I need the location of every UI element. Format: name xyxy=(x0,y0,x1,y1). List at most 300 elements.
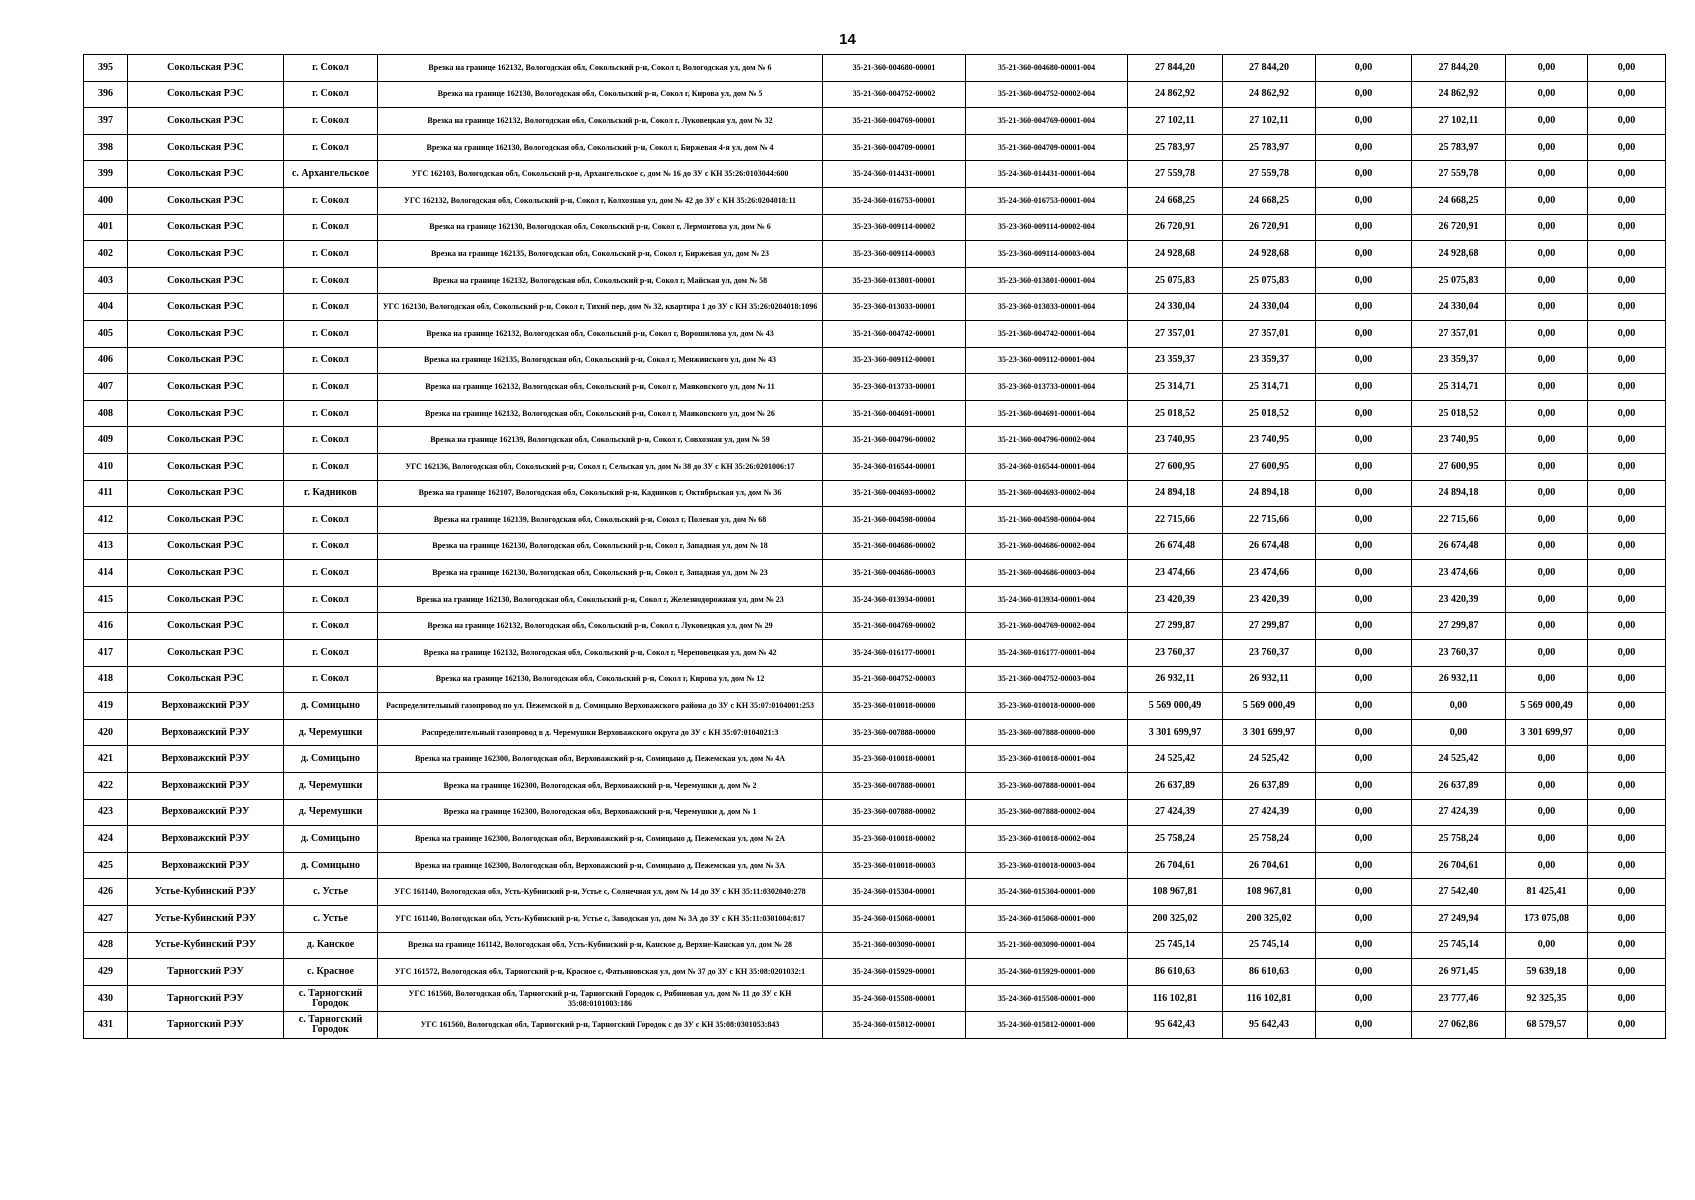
value-6-cell: 0,00 xyxy=(1588,187,1666,214)
total-value-cell: 25 783,97 xyxy=(1128,134,1223,161)
value-2-cell: 27 102,11 xyxy=(1223,108,1316,135)
object-code-cell: 35-24-360-015068-00001 xyxy=(823,906,966,933)
value-5-cell: 0,00 xyxy=(1506,427,1588,454)
value-2-cell: 26 637,89 xyxy=(1223,773,1316,800)
object-description-cell: Врезка на границе 162139, Вологодская обл, Сокольский р-н, Сокол г, Совхозная ул, дом № 59 xyxy=(378,427,823,454)
value-3-cell: 0,00 xyxy=(1316,81,1412,108)
organization-cell: Сокольская РЭС xyxy=(128,294,284,321)
table-row xyxy=(84,613,1666,640)
registry-table xyxy=(83,54,1666,1039)
table-row xyxy=(84,985,1666,1012)
object-description-cell: Врезка на границе 162130, Вологодская обл, Сокольский р-н, Сокол г, Западная ул, дом № 23 xyxy=(378,560,823,587)
value-6-cell: 0,00 xyxy=(1588,932,1666,959)
value-2-cell: 23 740,95 xyxy=(1223,427,1316,454)
value-2-cell: 25 075,83 xyxy=(1223,267,1316,294)
value-3-cell: 0,00 xyxy=(1316,533,1412,560)
total-value-cell: 25 018,52 xyxy=(1128,400,1223,427)
value-6-cell: 0,00 xyxy=(1588,320,1666,347)
value-5-cell: 0,00 xyxy=(1506,613,1588,640)
object-description-cell: Врезка на границе 162132, Вологодская обл, Сокольский р-н, Сокол г, Череповецкая ул, дом № 42 xyxy=(378,640,823,667)
value-6-cell: 0,00 xyxy=(1588,453,1666,480)
locality-cell: г. Сокол xyxy=(284,108,378,135)
table-row xyxy=(84,294,1666,321)
object-description-cell: УГС 162130, Вологодская обл, Сокольский р-н, Сокол г, Тихий пер, дом № 32, квартира 1 до ЗУ с КН 35:26:0204018:1096 xyxy=(378,294,823,321)
value-6-cell: 0,00 xyxy=(1588,666,1666,693)
value-6-cell: 0,00 xyxy=(1588,719,1666,746)
value-4-cell: 27 600,95 xyxy=(1412,453,1506,480)
row-number-cell: 401 xyxy=(84,214,128,241)
total-value-cell: 24 525,42 xyxy=(1128,746,1223,773)
organization-cell: Тарногский РЭУ xyxy=(128,985,284,1012)
organization-cell: Сокольская РЭС xyxy=(128,214,284,241)
locality-cell: г. Сокол xyxy=(284,134,378,161)
object-description-cell: Врезка на границе 162130, Вологодская обл, Сокольский р-н, Сокол г, Западная ул, дом № 18 xyxy=(378,533,823,560)
table-body xyxy=(84,55,1666,1039)
locality-cell: д. Черемушки xyxy=(284,799,378,826)
locality-cell: г. Сокол xyxy=(284,241,378,268)
object-id-cell: 35-21-360-004680-00001-004 xyxy=(966,55,1128,82)
value-3-cell: 0,00 xyxy=(1316,640,1412,667)
table-row xyxy=(84,906,1666,933)
value-3-cell: 0,00 xyxy=(1316,320,1412,347)
value-2-cell: 24 928,68 xyxy=(1223,241,1316,268)
value-5-cell: 0,00 xyxy=(1506,55,1588,82)
table-row xyxy=(84,799,1666,826)
locality-cell: г. Сокол xyxy=(284,507,378,534)
value-5-cell: 0,00 xyxy=(1506,374,1588,401)
organization-cell: Тарногский РЭУ xyxy=(128,1012,284,1039)
value-4-cell: 27 424,39 xyxy=(1412,799,1506,826)
value-2-cell: 25 314,71 xyxy=(1223,374,1316,401)
object-code-cell: 35-24-360-013934-00001 xyxy=(823,586,966,613)
table-row xyxy=(84,666,1666,693)
object-code-cell: 35-21-360-004752-00003 xyxy=(823,666,966,693)
value-5-cell: 0,00 xyxy=(1506,932,1588,959)
table-row xyxy=(84,719,1666,746)
value-3-cell: 0,00 xyxy=(1316,55,1412,82)
total-value-cell: 26 674,48 xyxy=(1128,533,1223,560)
table-row xyxy=(84,746,1666,773)
value-3-cell: 0,00 xyxy=(1316,187,1412,214)
object-id-cell: 35-21-360-004769-00001-004 xyxy=(966,108,1128,135)
object-code-cell: 35-21-360-003090-00001 xyxy=(823,932,966,959)
value-5-cell: 81 425,41 xyxy=(1506,879,1588,906)
object-id-cell: 35-23-360-007888-00002-004 xyxy=(966,799,1128,826)
value-3-cell: 0,00 xyxy=(1316,852,1412,879)
value-2-cell: 25 018,52 xyxy=(1223,400,1316,427)
object-code-cell: 35-21-360-004742-00001 xyxy=(823,320,966,347)
value-6-cell: 0,00 xyxy=(1588,427,1666,454)
value-5-cell: 173 075,08 xyxy=(1506,906,1588,933)
total-value-cell: 27 102,11 xyxy=(1128,108,1223,135)
organization-cell: Сокольская РЭС xyxy=(128,640,284,667)
value-4-cell: 27 357,01 xyxy=(1412,320,1506,347)
row-number-cell: 417 xyxy=(84,640,128,667)
total-value-cell: 108 967,81 xyxy=(1128,879,1223,906)
value-6-cell: 0,00 xyxy=(1588,81,1666,108)
row-number-cell: 405 xyxy=(84,320,128,347)
object-id-cell: 35-23-360-007888-00000-000 xyxy=(966,719,1128,746)
object-description-cell: УГС 161572, Вологодская обл, Тарногский р-н, Красное с, Фатьяновская ул, дом № 37 до ЗУ с КН 35:08:0201032:1 xyxy=(378,959,823,986)
object-description-cell: Врезка на границе 162135, Вологодская обл, Сокольский р-н, Сокол г, Менжинского ул, дом № 43 xyxy=(378,347,823,374)
value-2-cell: 25 758,24 xyxy=(1223,826,1316,853)
object-id-cell: 35-21-360-004598-00004-004 xyxy=(966,507,1128,534)
value-6-cell: 0,00 xyxy=(1588,613,1666,640)
locality-cell: г. Сокол xyxy=(284,347,378,374)
object-description-cell: Врезка на границе 162107, Вологодская обл, Сокольский р-н, Кадников г, Октябрьская ул, дом № 36 xyxy=(378,480,823,507)
locality-cell: с. Тарногский Городок xyxy=(284,1012,378,1039)
organization-cell: Сокольская РЭС xyxy=(128,108,284,135)
object-code-cell: 35-23-360-007888-00002 xyxy=(823,799,966,826)
total-value-cell: 27 844,20 xyxy=(1128,55,1223,82)
total-value-cell: 25 758,24 xyxy=(1128,826,1223,853)
value-5-cell: 0,00 xyxy=(1506,134,1588,161)
object-id-cell: 35-23-360-010018-00001-004 xyxy=(966,746,1128,773)
object-description-cell: Врезка на границе 162130, Вологодская обл, Сокольский р-н, Сокол г, Кирова ул, дом № 12 xyxy=(378,666,823,693)
total-value-cell: 25 075,83 xyxy=(1128,267,1223,294)
object-id-cell: 35-24-360-015068-00001-000 xyxy=(966,906,1128,933)
object-code-cell: 35-23-360-010018-00001 xyxy=(823,746,966,773)
value-6-cell: 0,00 xyxy=(1588,267,1666,294)
total-value-cell: 25 745,14 xyxy=(1128,932,1223,959)
value-3-cell: 0,00 xyxy=(1316,773,1412,800)
value-5-cell: 0,00 xyxy=(1506,81,1588,108)
object-description-cell: Врезка на границе 161142, Вологодская обл, Усть-Кубинский р-н, Канское д, Верхне-Канская ул, дом № 28 xyxy=(378,932,823,959)
value-5-cell: 0,00 xyxy=(1506,799,1588,826)
table-row xyxy=(84,241,1666,268)
value-5-cell: 0,00 xyxy=(1506,267,1588,294)
value-6-cell: 0,00 xyxy=(1588,55,1666,82)
total-value-cell: 26 932,11 xyxy=(1128,666,1223,693)
object-id-cell: 35-24-360-015304-00001-000 xyxy=(966,879,1128,906)
total-value-cell: 23 474,66 xyxy=(1128,560,1223,587)
value-6-cell: 0,00 xyxy=(1588,693,1666,720)
row-number-cell: 403 xyxy=(84,267,128,294)
object-code-cell: 35-23-360-009112-00001 xyxy=(823,347,966,374)
object-code-cell: 35-21-360-004691-00001 xyxy=(823,400,966,427)
object-id-cell: 35-24-360-015812-00001-000 xyxy=(966,1012,1128,1039)
organization-cell: Сокольская РЭС xyxy=(128,560,284,587)
object-description-cell: Врезка на границе 162300, Вологодская обл, Верховажский р-н, Сомицыно д, Пежемская ул, дом № 3А xyxy=(378,852,823,879)
organization-cell: Верховажский РЭУ xyxy=(128,719,284,746)
value-4-cell: 26 674,48 xyxy=(1412,533,1506,560)
object-id-cell: 35-23-360-010018-00003-004 xyxy=(966,852,1128,879)
value-3-cell: 0,00 xyxy=(1316,347,1412,374)
value-3-cell: 0,00 xyxy=(1316,693,1412,720)
row-number-cell: 395 xyxy=(84,55,128,82)
value-2-cell: 24 668,25 xyxy=(1223,187,1316,214)
value-4-cell: 27 062,86 xyxy=(1412,1012,1506,1039)
value-5-cell: 3 301 699,97 xyxy=(1506,719,1588,746)
total-value-cell: 23 760,37 xyxy=(1128,640,1223,667)
object-code-cell: 35-24-360-015304-00001 xyxy=(823,879,966,906)
total-value-cell: 26 637,89 xyxy=(1128,773,1223,800)
total-value-cell: 3 301 699,97 xyxy=(1128,719,1223,746)
value-2-cell: 24 862,92 xyxy=(1223,81,1316,108)
locality-cell: г. Сокол xyxy=(284,81,378,108)
value-5-cell: 0,00 xyxy=(1506,640,1588,667)
total-value-cell: 23 740,95 xyxy=(1128,427,1223,454)
object-description-cell: УГС 161140, Вологодская обл, Усть-Кубинский р-н, Устье с, Заводская ул, дом № 3А до ЗУ с КН 35:11:0301004:817 xyxy=(378,906,823,933)
value-2-cell: 27 844,20 xyxy=(1223,55,1316,82)
object-code-cell: 35-23-360-013733-00001 xyxy=(823,374,966,401)
total-value-cell: 26 720,91 xyxy=(1128,214,1223,241)
object-description-cell: Врезка на границе 162130, Вологодская обл, Сокольский р-н, Сокол г, Биржевая 4-я ул, дом № 4 xyxy=(378,134,823,161)
object-id-cell: 35-21-360-003090-00001-004 xyxy=(966,932,1128,959)
value-3-cell: 0,00 xyxy=(1316,586,1412,613)
object-description-cell: УГС 162132, Вологодская обл, Сокольский р-н, Сокол г, Колхозная ул, дом № 42 до ЗУ с КН 35:26:0204018:11 xyxy=(378,187,823,214)
organization-cell: Сокольская РЭС xyxy=(128,374,284,401)
value-6-cell: 0,00 xyxy=(1588,347,1666,374)
object-id-cell: 35-24-360-014431-00001-004 xyxy=(966,161,1128,188)
table-row xyxy=(84,214,1666,241)
row-number-cell: 425 xyxy=(84,852,128,879)
value-5-cell: 0,00 xyxy=(1506,773,1588,800)
value-4-cell: 27 249,94 xyxy=(1412,906,1506,933)
organization-cell: Сокольская РЭС xyxy=(128,320,284,347)
object-id-cell: 35-24-360-016177-00001-004 xyxy=(966,640,1128,667)
value-4-cell: 23 777,46 xyxy=(1412,985,1506,1012)
value-3-cell: 0,00 xyxy=(1316,161,1412,188)
row-number-cell: 412 xyxy=(84,507,128,534)
locality-cell: с. Тарногский Городок xyxy=(284,985,378,1012)
value-4-cell: 24 928,68 xyxy=(1412,241,1506,268)
organization-cell: Верховажский РЭУ xyxy=(128,773,284,800)
object-description-cell: Врезка на границе 162300, Вологодская обл, Верховажский р-н, Черемушки д, дом № 1 xyxy=(378,799,823,826)
table-row xyxy=(84,533,1666,560)
value-4-cell: 23 359,37 xyxy=(1412,347,1506,374)
object-id-cell: 35-23-360-010018-00002-004 xyxy=(966,826,1128,853)
table-row xyxy=(84,187,1666,214)
row-number-cell: 429 xyxy=(84,959,128,986)
value-2-cell: 24 525,42 xyxy=(1223,746,1316,773)
organization-cell: Верховажский РЭУ xyxy=(128,799,284,826)
value-3-cell: 0,00 xyxy=(1316,1012,1412,1039)
table-row xyxy=(84,161,1666,188)
value-6-cell: 0,00 xyxy=(1588,746,1666,773)
object-code-cell: 35-21-360-004796-00002 xyxy=(823,427,966,454)
table-row xyxy=(84,640,1666,667)
object-id-cell: 35-24-360-016544-00001-004 xyxy=(966,453,1128,480)
value-6-cell: 0,00 xyxy=(1588,799,1666,826)
value-6-cell: 0,00 xyxy=(1588,214,1666,241)
object-id-cell: 35-21-360-004752-00002-004 xyxy=(966,81,1128,108)
table-row xyxy=(84,320,1666,347)
object-code-cell: 35-21-360-004686-00002 xyxy=(823,533,966,560)
object-description-cell: УГС 162103, Вологодская обл, Сокольский р-н, Архангельское с, дом № 16 до ЗУ с КН 35:26:0103044:600 xyxy=(378,161,823,188)
total-value-cell: 116 102,81 xyxy=(1128,985,1223,1012)
value-5-cell: 0,00 xyxy=(1506,746,1588,773)
table-row xyxy=(84,480,1666,507)
value-6-cell: 0,00 xyxy=(1588,560,1666,587)
value-5-cell: 0,00 xyxy=(1506,507,1588,534)
object-description-cell: Врезка на границе 162132, Вологодская обл, Сокольский р-н, Сокол г, Маяковского ул, дом № 26 xyxy=(378,400,823,427)
value-6-cell: 0,00 xyxy=(1588,959,1666,986)
value-5-cell: 0,00 xyxy=(1506,533,1588,560)
value-2-cell: 23 760,37 xyxy=(1223,640,1316,667)
object-description-cell: Врезка на границе 162130, Вологодская обл, Сокольский р-н, Сокол г, Кирова ул, дом № 5 xyxy=(378,81,823,108)
organization-cell: Сокольская РЭС xyxy=(128,400,284,427)
object-id-cell: 35-21-360-004686-00003-004 xyxy=(966,560,1128,587)
total-value-cell: 22 715,66 xyxy=(1128,507,1223,534)
object-description-cell: Врезка на границе 162300, Вологодская обл, Верховажский р-н, Сомицыно д, Пежемская ул, дом № 2А xyxy=(378,826,823,853)
locality-cell: с. Устье xyxy=(284,906,378,933)
locality-cell: г. Сокол xyxy=(284,613,378,640)
organization-cell: Сокольская РЭС xyxy=(128,586,284,613)
value-4-cell: 23 740,95 xyxy=(1412,427,1506,454)
row-number-cell: 427 xyxy=(84,906,128,933)
table-row xyxy=(84,55,1666,82)
table-row xyxy=(84,453,1666,480)
object-id-cell: 35-21-360-004769-00002-004 xyxy=(966,613,1128,640)
object-id-cell: 35-23-360-009112-00001-004 xyxy=(966,347,1128,374)
value-4-cell: 0,00 xyxy=(1412,693,1506,720)
row-number-cell: 419 xyxy=(84,693,128,720)
locality-cell: г. Сокол xyxy=(284,374,378,401)
value-5-cell: 0,00 xyxy=(1506,560,1588,587)
locality-cell: г. Сокол xyxy=(284,267,378,294)
total-value-cell: 25 314,71 xyxy=(1128,374,1223,401)
value-5-cell: 0,00 xyxy=(1506,214,1588,241)
locality-cell: г. Сокол xyxy=(284,400,378,427)
row-number-cell: 413 xyxy=(84,533,128,560)
table-row xyxy=(84,852,1666,879)
row-number-cell: 424 xyxy=(84,826,128,853)
row-number-cell: 408 xyxy=(84,400,128,427)
object-description-cell: Врезка на границе 162132, Вологодская обл, Сокольский р-н, Сокол г, Луковецкая ул, дом № 32 xyxy=(378,108,823,135)
value-3-cell: 0,00 xyxy=(1316,241,1412,268)
table-row xyxy=(84,693,1666,720)
total-value-cell: 200 325,02 xyxy=(1128,906,1223,933)
table-row xyxy=(84,400,1666,427)
object-code-cell: 35-23-360-013033-00001 xyxy=(823,294,966,321)
object-id-cell: 35-23-360-013733-00001-004 xyxy=(966,374,1128,401)
object-description-cell: Врезка на границе 162130, Вологодская обл, Сокольский р-н, Сокол г, Лермонтова ул, дом № 6 xyxy=(378,214,823,241)
object-description-cell: УГС 161140, Вологодская обл, Усть-Кубинский р-н, Устье с, Солнечная ул, дом № 14 до ЗУ с КН 35:11:0302040:278 xyxy=(378,879,823,906)
object-code-cell: 35-21-360-004709-00001 xyxy=(823,134,966,161)
value-3-cell: 0,00 xyxy=(1316,906,1412,933)
object-code-cell: 35-24-360-016753-00001 xyxy=(823,187,966,214)
locality-cell: г. Сокол xyxy=(284,586,378,613)
organization-cell: Верховажский РЭУ xyxy=(128,826,284,853)
value-2-cell: 23 420,39 xyxy=(1223,586,1316,613)
value-2-cell: 24 894,18 xyxy=(1223,480,1316,507)
object-description-cell: Врезка на границе 162139, Вологодская обл, Сокольский р-н, Сокол г, Полевая ул, дом № 68 xyxy=(378,507,823,534)
value-3-cell: 0,00 xyxy=(1316,480,1412,507)
value-2-cell: 200 325,02 xyxy=(1223,906,1316,933)
object-id-cell: 35-21-360-004796-00002-004 xyxy=(966,427,1128,454)
total-value-cell: 24 330,04 xyxy=(1128,294,1223,321)
object-code-cell: 35-21-360-004769-00001 xyxy=(823,108,966,135)
value-4-cell: 25 745,14 xyxy=(1412,932,1506,959)
object-id-cell: 35-24-360-013934-00001-004 xyxy=(966,586,1128,613)
value-3-cell: 0,00 xyxy=(1316,719,1412,746)
locality-cell: д. Сомицыно xyxy=(284,852,378,879)
organization-cell: Верховажский РЭУ xyxy=(128,852,284,879)
table-row xyxy=(84,773,1666,800)
organization-cell: Верховажский РЭУ xyxy=(128,746,284,773)
value-3-cell: 0,00 xyxy=(1316,400,1412,427)
table-row xyxy=(84,134,1666,161)
row-number-cell: 420 xyxy=(84,719,128,746)
value-3-cell: 0,00 xyxy=(1316,932,1412,959)
value-6-cell: 0,00 xyxy=(1588,906,1666,933)
value-5-cell: 0,00 xyxy=(1506,480,1588,507)
value-3-cell: 0,00 xyxy=(1316,507,1412,534)
value-6-cell: 0,00 xyxy=(1588,400,1666,427)
value-2-cell: 25 783,97 xyxy=(1223,134,1316,161)
value-2-cell: 27 559,78 xyxy=(1223,161,1316,188)
value-6-cell: 0,00 xyxy=(1588,374,1666,401)
locality-cell: г. Сокол xyxy=(284,55,378,82)
value-4-cell: 25 018,52 xyxy=(1412,400,1506,427)
value-5-cell: 5 569 000,49 xyxy=(1506,693,1588,720)
value-5-cell: 0,00 xyxy=(1506,108,1588,135)
row-number-cell: 398 xyxy=(84,134,128,161)
object-code-cell: 35-24-360-015812-00001 xyxy=(823,1012,966,1039)
organization-cell: Устье-Кубинский РЭУ xyxy=(128,932,284,959)
value-4-cell: 27 299,87 xyxy=(1412,613,1506,640)
value-3-cell: 0,00 xyxy=(1316,666,1412,693)
object-id-cell: 35-21-360-004691-00001-004 xyxy=(966,400,1128,427)
total-value-cell: 27 299,87 xyxy=(1128,613,1223,640)
row-number-cell: 430 xyxy=(84,985,128,1012)
value-4-cell: 24 525,42 xyxy=(1412,746,1506,773)
value-4-cell: 24 668,25 xyxy=(1412,187,1506,214)
table-row xyxy=(84,932,1666,959)
value-5-cell: 0,00 xyxy=(1506,294,1588,321)
organization-cell: Сокольская РЭС xyxy=(128,241,284,268)
value-5-cell: 0,00 xyxy=(1506,400,1588,427)
locality-cell: г. Сокол xyxy=(284,533,378,560)
value-3-cell: 0,00 xyxy=(1316,826,1412,853)
value-3-cell: 0,00 xyxy=(1316,799,1412,826)
row-number-cell: 423 xyxy=(84,799,128,826)
value-3-cell: 0,00 xyxy=(1316,267,1412,294)
object-description-cell: Врезка на границе 162300, Вологодская обл, Верховажский р-н, Сомицыно д, Пежемская ул, дом № 4А xyxy=(378,746,823,773)
object-code-cell: 35-23-360-010018-00000 xyxy=(823,693,966,720)
value-3-cell: 0,00 xyxy=(1316,108,1412,135)
value-4-cell: 27 559,78 xyxy=(1412,161,1506,188)
row-number-cell: 415 xyxy=(84,586,128,613)
organization-cell: Устье-Кубинский РЭУ xyxy=(128,879,284,906)
value-5-cell: 0,00 xyxy=(1506,347,1588,374)
object-code-cell: 35-23-360-010018-00002 xyxy=(823,826,966,853)
value-6-cell: 0,00 xyxy=(1588,640,1666,667)
value-6-cell: 0,00 xyxy=(1588,773,1666,800)
object-code-cell: 35-23-360-009114-00003 xyxy=(823,241,966,268)
value-3-cell: 0,00 xyxy=(1316,453,1412,480)
row-number-cell: 409 xyxy=(84,427,128,454)
value-3-cell: 0,00 xyxy=(1316,985,1412,1012)
object-code-cell: 35-24-360-016177-00001 xyxy=(823,640,966,667)
value-4-cell: 22 715,66 xyxy=(1412,507,1506,534)
locality-cell: г. Сокол xyxy=(284,427,378,454)
locality-cell: г. Сокол xyxy=(284,320,378,347)
row-number-cell: 421 xyxy=(84,746,128,773)
total-value-cell: 27 559,78 xyxy=(1128,161,1223,188)
value-5-cell: 0,00 xyxy=(1506,453,1588,480)
organization-cell: Сокольская РЭС xyxy=(128,427,284,454)
total-value-cell: 24 668,25 xyxy=(1128,187,1223,214)
value-2-cell: 27 600,95 xyxy=(1223,453,1316,480)
object-description-cell: Врезка на границе 162135, Вологодская обл, Сокольский р-н, Сокол г, Биржевая ул, дом № 23 xyxy=(378,241,823,268)
object-code-cell: 35-21-360-004693-00002 xyxy=(823,480,966,507)
locality-cell: г. Сокол xyxy=(284,640,378,667)
value-3-cell: 0,00 xyxy=(1316,879,1412,906)
value-2-cell: 95 642,43 xyxy=(1223,1012,1316,1039)
value-5-cell: 0,00 xyxy=(1506,666,1588,693)
